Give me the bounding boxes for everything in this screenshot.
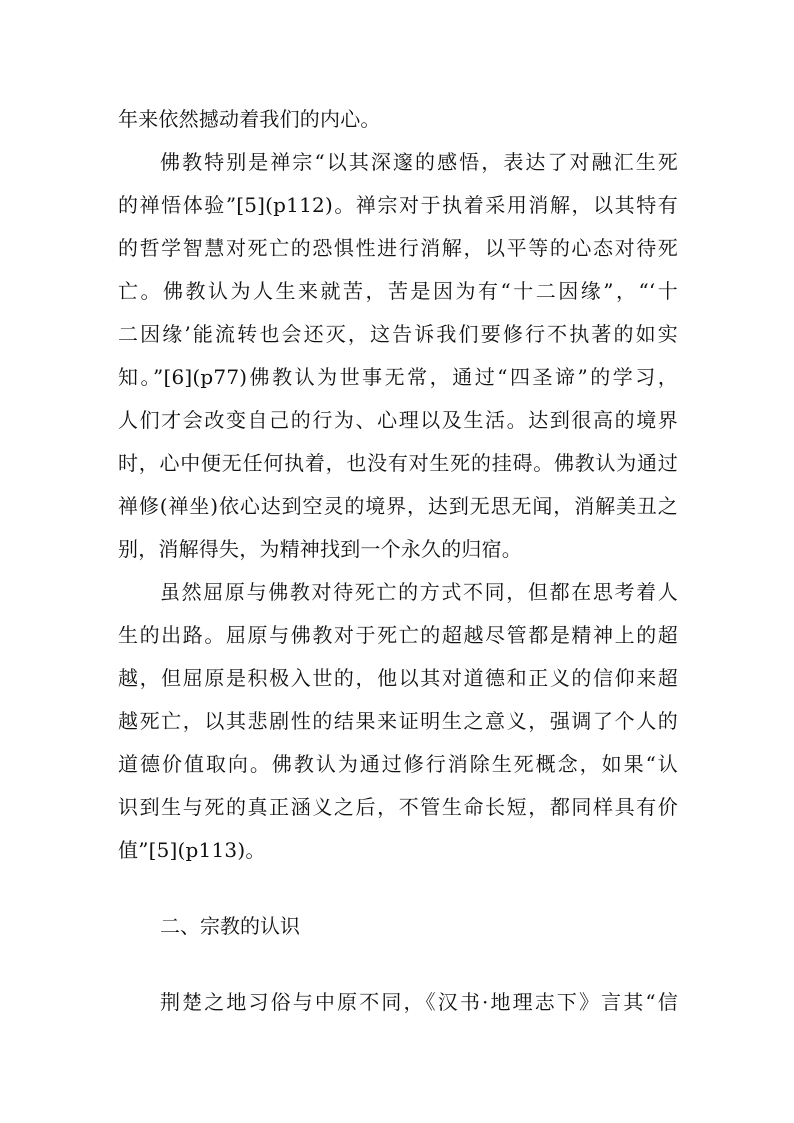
text-line: 佛教特别是禅宗“以其深邃的感悟，表达了对融汇生死: [160, 150, 678, 174]
section-heading: 二、宗教的认识: [160, 914, 300, 938]
text-line: 越死亡，以其悲剧性的结果来证明生之意义，强调了个人的: [118, 709, 678, 733]
text-line: 二因缘’能流转也会还灭，这告诉我们要修行不执著的如实: [118, 322, 678, 346]
text-line: 值”[5](p113)。: [118, 838, 266, 862]
text-line: 生的出路。屈原与佛教对于死亡的超越尽管都是精神上的超: [118, 623, 678, 647]
text-line: 荆楚之地习俗与中原不同，《汉书·地理志下》言其“信: [160, 990, 678, 1014]
text-line: 虽然屈原与佛教对待死亡的方式不同，但都在思考着人: [160, 580, 678, 604]
text-line: 人们才会改变自己的行为、心理以及生活。达到很高的境界: [118, 408, 678, 432]
text-line: 年来依然撼动着我们的内心。: [118, 107, 381, 131]
text-line: 时，心中便无任何执着，也没有对生死的挂碍。佛教认为通过: [118, 451, 678, 475]
text-line: 亡。佛教认为人生来就苦，苦是因为有“十二因缘”，“‘十: [118, 279, 678, 303]
text-line: 识到生与死的真正涵义之后，不管生命长短，都同样具有价: [118, 795, 678, 819]
text-line: 的禅悟体验”[5](p112)。禅宗对于执着采用消解，以其特有: [118, 193, 678, 217]
text-line: 知。”[6](p77)佛教认为世事无常，通过“四圣谛”的学习，: [118, 365, 678, 389]
text-line: 别，消解得失，为精神找到一个永久的归宿。: [118, 537, 522, 561]
text-line: 道德价值取向。佛教认为通过修行消除生死概念，如果“认: [118, 752, 678, 776]
text-line: 禅修(禅坐)依心达到空灵的境界，达到无思无闻，消解美丑之: [118, 494, 678, 518]
text-line: 越，但屈原是积极入世的，他以其对道德和正义的信仰来超: [118, 666, 678, 690]
text-line: 的哲学智慧对死亡的恐惧性进行消解，以平等的心态对待死: [118, 236, 678, 260]
